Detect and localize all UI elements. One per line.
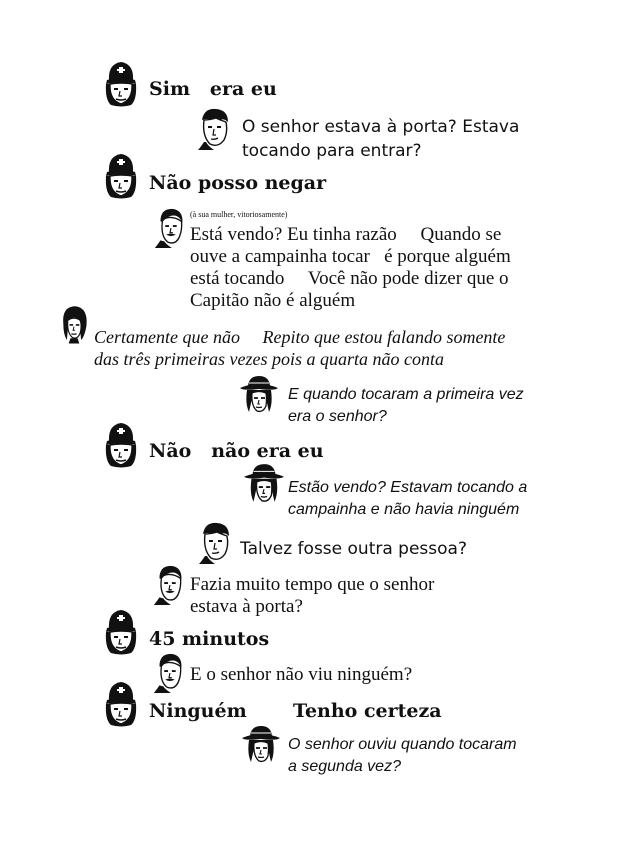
speech-line: campainha e não havia ninguém — [288, 501, 520, 518]
stage-direction: (à sua mulher, vitoriosamente) — [190, 210, 288, 219]
mustached-man-face-icon — [151, 563, 187, 605]
hatted-woman-face-icon — [240, 724, 282, 768]
speech-line: E quando tocaram a primeira vez — [288, 386, 524, 403]
speech-line: Está vendo? Eu tinha razão Quando se — [190, 224, 502, 245]
captain-speech: Sim era eu — [149, 78, 277, 100]
captain-speech: 45 minutos — [149, 628, 270, 650]
mustached-man-face-icon — [152, 206, 188, 248]
speech-line: tocando para entrar? — [242, 141, 422, 161]
captain-face-icon — [103, 152, 139, 200]
speech-line: Estão vendo? Estavam tocando a — [288, 479, 528, 496]
captain-face-icon — [103, 421, 139, 469]
speech-line: das três primeiras vezes pois a quarta não conta — [94, 349, 444, 369]
speech-line: está tocando Você não pode dizer que o — [190, 268, 509, 289]
young-man-face-icon — [196, 106, 232, 150]
captain-face-icon — [103, 680, 139, 728]
speech-line: estava à porta? — [190, 596, 303, 617]
speech-line: Capitão não é alguém — [190, 290, 356, 311]
speech-line: era o senhor? — [288, 408, 387, 425]
captain-face-icon — [103, 60, 139, 108]
young-man-face-icon — [196, 520, 234, 564]
dark-haired-woman-face-icon — [58, 302, 90, 346]
speech-line: a segunda vez? — [288, 758, 401, 775]
captain-face-icon — [103, 608, 139, 656]
speech-line: ouve a campainha tocar é porque alguém — [190, 246, 511, 267]
speech-line: O senhor ouviu quando tocaram — [288, 736, 517, 753]
mustached-man-face-icon — [151, 651, 187, 693]
captain-speech: Não não era eu — [149, 440, 324, 462]
speech-line: Fazia muito tempo que o senhor — [190, 574, 435, 595]
captain-speech: Ninguém Tenho certeza — [149, 700, 442, 722]
speech-line: O senhor estava à porta? Estava — [242, 117, 520, 137]
speech-line: Certamente que não Repito que estou falando somente — [94, 327, 506, 347]
speech-line: E o senhor não viu ninguém? — [190, 664, 413, 685]
captain-speech: Não posso negar — [149, 172, 327, 194]
speech-line: Talvez fosse outra pessoa? — [240, 539, 467, 559]
hatted-woman-face-icon — [243, 462, 285, 508]
hatted-woman-face-icon — [238, 374, 280, 418]
